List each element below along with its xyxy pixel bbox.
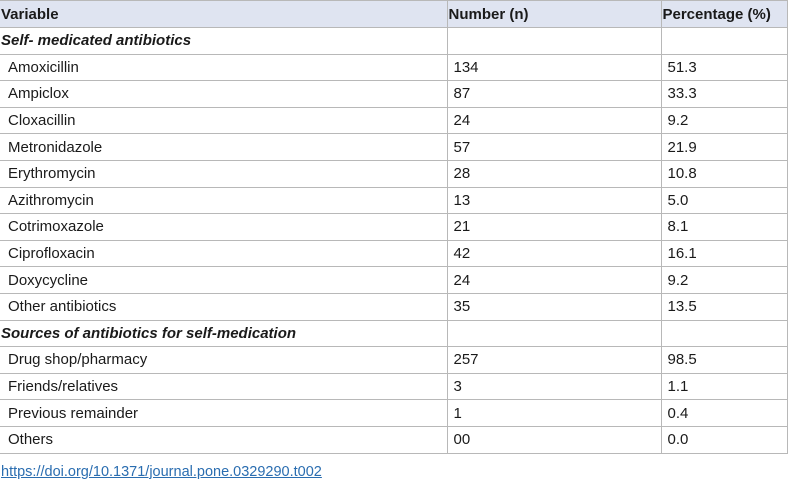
table-row: [0, 373, 787, 400]
empty-cell: [661, 28, 787, 55]
header-row: [0, 1, 787, 28]
table-row: [0, 54, 787, 81]
doi-link[interactable]: https://doi.org/10.1371/journal.pone.0329290.t002: [1, 464, 322, 480]
percentage-cell: 10.8: [661, 160, 787, 187]
number-cell: 57: [447, 134, 661, 161]
number-cell: 87: [447, 81, 661, 108]
variable-cell: Metronidazole: [0, 134, 447, 161]
table-row: [0, 347, 787, 374]
number-cell: 24: [447, 107, 661, 134]
percentage-cell: 8.1: [661, 214, 787, 241]
percentage-cell: 1.1: [661, 373, 787, 400]
percentage-cell: 0.0: [661, 426, 787, 453]
table-row: [0, 426, 787, 453]
percentage-cell: 9.2: [661, 107, 787, 134]
percentage-cell: 5.0: [661, 187, 787, 214]
table-row: [0, 240, 787, 267]
number-cell: 42: [447, 240, 661, 267]
variable-cell: Ampiclox: [0, 81, 447, 108]
percentage-cell: 51.3: [661, 54, 787, 81]
number-cell: 21: [447, 214, 661, 241]
table-row: [0, 214, 787, 241]
variable-cell: Cloxacillin: [0, 107, 447, 134]
percentage-cell: 98.5: [661, 347, 787, 374]
table-row: [0, 107, 787, 134]
variable-cell: Amoxicillin: [0, 54, 447, 81]
variable-cell: Previous remainder: [0, 400, 447, 427]
table-body: [0, 28, 787, 454]
table-row: [0, 293, 787, 320]
empty-cell: [447, 320, 661, 347]
percentage-cell: 16.1: [661, 240, 787, 267]
section-title: Self- medicated antibiotics: [0, 28, 447, 55]
variable-cell: Friends/relatives: [0, 373, 447, 400]
number-cell: 28: [447, 160, 661, 187]
empty-cell: [661, 320, 787, 347]
number-cell: 1: [447, 400, 661, 427]
number-cell: 00: [447, 426, 661, 453]
percentage-cell: 13.5: [661, 293, 787, 320]
number-cell: 257: [447, 347, 661, 374]
number-cell: 134: [447, 54, 661, 81]
percentage-cell: 21.9: [661, 134, 787, 161]
variable-cell: Azithromycin: [0, 187, 447, 214]
variable-cell: Others: [0, 426, 447, 453]
number-cell: 35: [447, 293, 661, 320]
variable-cell: Doxycycline: [0, 267, 447, 294]
table-row: [0, 267, 787, 294]
variable-cell: Drug shop/pharmacy: [0, 347, 447, 374]
number-cell: 3: [447, 373, 661, 400]
header-number: Number (n): [447, 1, 661, 28]
table-row: [0, 187, 787, 214]
variable-cell: Cotrimoxazole: [0, 214, 447, 241]
percentage-cell: 0.4: [661, 400, 787, 427]
variable-cell: Ciprofloxacin: [0, 240, 447, 267]
section-title: Sources of antibiotics for self-medication: [0, 320, 447, 347]
section-row: [0, 320, 787, 347]
table-row: [0, 160, 787, 187]
variable-cell: Erythromycin: [0, 160, 447, 187]
percentage-cell: 33.3: [661, 81, 787, 108]
number-cell: 13: [447, 187, 661, 214]
table-row: [0, 81, 787, 108]
table-row: [0, 134, 787, 161]
percentage-cell: 9.2: [661, 267, 787, 294]
table-row: [0, 400, 787, 427]
header-percentage: Percentage (%): [661, 1, 787, 28]
empty-cell: [447, 28, 661, 55]
header-variable: Variable: [0, 1, 447, 28]
number-cell: 24: [447, 267, 661, 294]
section-row: [0, 28, 787, 55]
variable-cell: Other antibiotics: [0, 293, 447, 320]
